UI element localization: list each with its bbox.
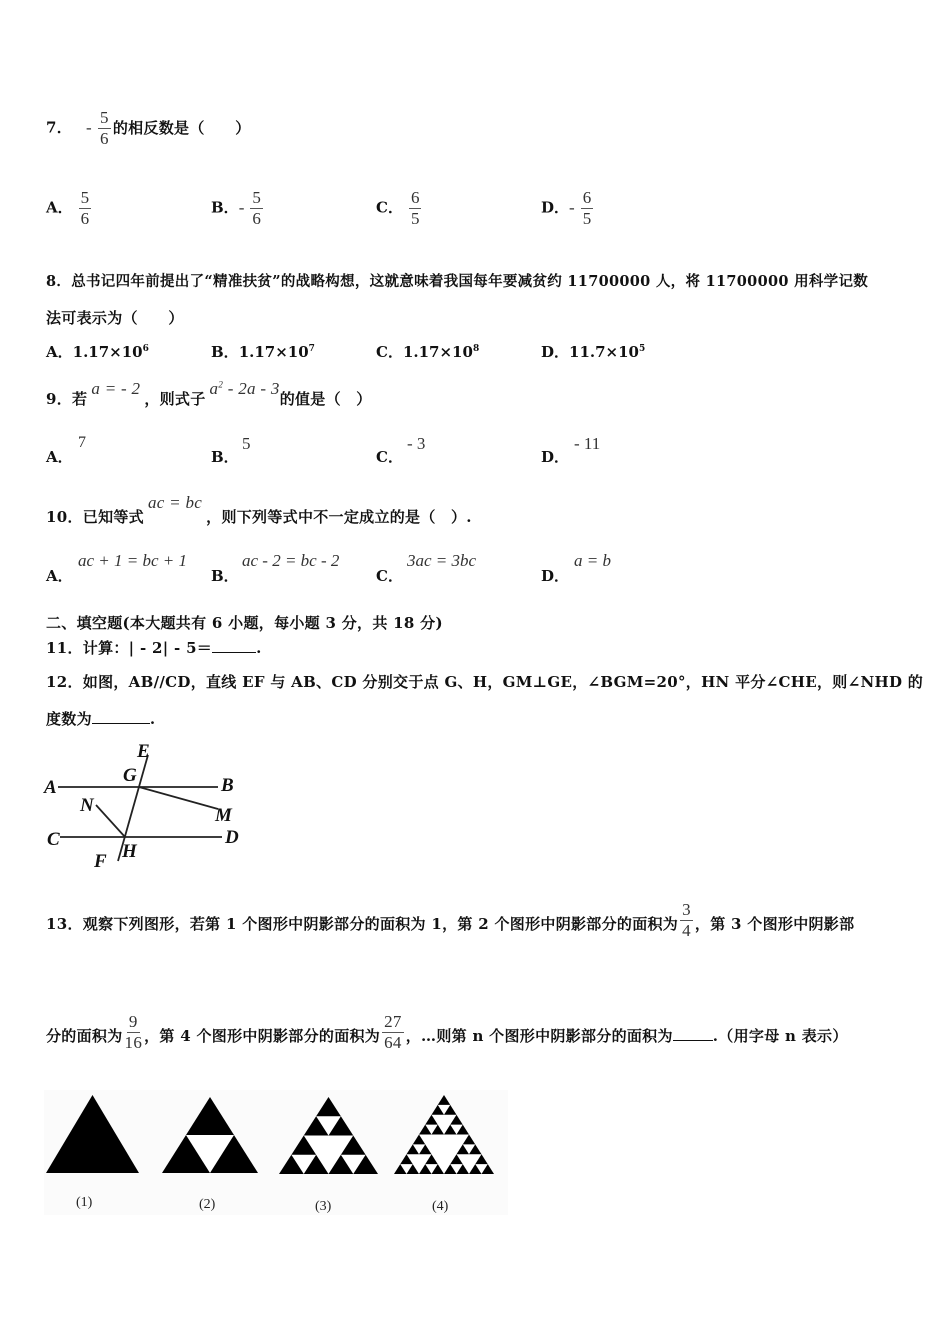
q10-option-d[interactable] xyxy=(541,565,569,586)
option-label: A． xyxy=(46,567,73,585)
q10-option-a[interactable] xyxy=(46,565,73,586)
q10-suffix: ，则下列等式中不一定成立的是（ ）. xyxy=(206,508,472,526)
q7-option-b[interactable] xyxy=(211,188,263,229)
q7-option-c[interactable] xyxy=(376,188,421,229)
q13-line-2 xyxy=(46,1012,848,1053)
option-base: 1.17×10 xyxy=(402,343,473,361)
label-d: D xyxy=(225,827,239,848)
q8-line-1: 8．总书记四年前提出了“精准扶贫”的战略构想，这就意味着我国每年要减贫约 11700000 人，将 11700000 用科学记数 xyxy=(46,273,869,290)
q9-option-d[interactable] xyxy=(541,446,569,467)
q7-option-d[interactable] xyxy=(541,188,593,229)
label-e: E xyxy=(137,741,150,762)
q9-option-a[interactable] xyxy=(46,446,73,467)
option-exponent: 6 xyxy=(142,344,149,354)
option-label: A． xyxy=(46,198,73,217)
option-exponent: 8 xyxy=(472,344,480,354)
option-den: 6 xyxy=(252,209,261,228)
q12-line-1: 12．如图，AB//CD，直线 EF 与 AB、CD 分别交于点 G、H，GM⊥GE，∠BGM=20°，HN 平分∠CHE，则∠NHD 的 xyxy=(46,673,924,691)
q8-option-a[interactable] xyxy=(46,341,149,362)
option-label: D． xyxy=(541,343,570,361)
option-num: 5 xyxy=(80,188,90,207)
option-label: D． xyxy=(541,567,570,585)
q13-fraction-1 xyxy=(680,900,693,941)
caption-2: (2) xyxy=(199,1197,216,1212)
q7-frac-den: 6 xyxy=(100,129,109,148)
q7-fraction xyxy=(98,108,111,149)
label-n: N xyxy=(80,795,94,816)
q11-text: 11．计算：| - 2| - 5＝ xyxy=(46,639,213,657)
option-label: B． xyxy=(211,343,239,361)
q10-prefix: 10．已知等式 xyxy=(46,508,144,526)
q7-number: 7． xyxy=(46,118,73,137)
q9-prefix: 9．若 xyxy=(46,390,88,408)
option-den: 6 xyxy=(80,209,90,228)
q13-fraction-2 xyxy=(125,1012,143,1053)
q11-end: . xyxy=(256,639,262,657)
q7-minus-sign: - xyxy=(86,117,93,137)
q9-expr-exponent: 2 xyxy=(218,379,224,390)
option-label: B． xyxy=(211,198,239,217)
q9-option-d-value: - 11 xyxy=(574,434,601,453)
option-den: 5 xyxy=(582,209,592,228)
option-label: D． xyxy=(541,198,570,217)
label-b: B xyxy=(221,775,234,796)
q12-answer-blank[interactable] xyxy=(92,709,150,724)
q10-stem xyxy=(46,492,472,526)
label-f: F xyxy=(94,851,107,872)
q7-frac-num: 5 xyxy=(100,108,109,127)
option-base: 11.7×10 xyxy=(569,343,639,361)
option-num: 6 xyxy=(582,188,592,207)
option-base: 1.17×10 xyxy=(238,343,309,361)
q7-option-a[interactable] xyxy=(46,188,91,229)
q8-option-d[interactable] xyxy=(541,341,645,362)
option-label: C． xyxy=(376,567,403,585)
q7-text: 的相反数是（ ） xyxy=(112,118,251,137)
q11-answer-blank[interactable] xyxy=(212,638,256,653)
ray-hn xyxy=(96,805,125,837)
ray-gm xyxy=(139,787,218,809)
q13-figure xyxy=(44,1090,508,1215)
option-exponent: 7 xyxy=(308,344,315,354)
q12-text: 度数为 xyxy=(46,710,92,728)
option-fraction xyxy=(409,188,422,229)
option-label: A． xyxy=(46,343,73,361)
q10-option-d-value: a = b xyxy=(574,551,611,570)
q12-line-2 xyxy=(46,708,155,729)
frac-den: 64 xyxy=(384,1033,402,1052)
frac-num: 27 xyxy=(384,1012,402,1031)
option-label: B． xyxy=(211,448,239,466)
q12-figure xyxy=(40,735,250,875)
caption-4: (4) xyxy=(432,1199,449,1214)
label-c: C xyxy=(47,829,60,850)
q9-option-c[interactable] xyxy=(376,446,403,467)
frac-num: 3 xyxy=(682,900,691,919)
option-fraction xyxy=(250,188,263,229)
option-num: 5 xyxy=(252,188,261,207)
q13-text-2d: .（用字母 n 表示） xyxy=(712,1026,848,1045)
option-exponent: 5 xyxy=(639,344,646,354)
q9-expr-rest: - 2a - 3 xyxy=(223,379,280,398)
q9-condition: a = - 2 xyxy=(91,379,141,398)
q13-fraction-3 xyxy=(382,1012,404,1053)
caption-3: (3) xyxy=(315,1199,332,1214)
q9-mid: ，则式子 xyxy=(144,390,206,408)
caption-1: (1) xyxy=(76,1195,93,1210)
q7-stem xyxy=(46,108,251,149)
option-num: 6 xyxy=(410,188,420,207)
label-g: G xyxy=(123,765,137,786)
option-fraction xyxy=(79,188,92,229)
q13-line-1 xyxy=(46,900,854,941)
q9-stem xyxy=(46,378,372,408)
q9-option-c-value: - 3 xyxy=(407,434,426,453)
q9-suffix: 的值是（ ） xyxy=(279,390,372,408)
q9-option-a-value: 7 xyxy=(78,434,86,451)
q13-text-2c: ，…则第 n 个图形中阴影部分的面积为 xyxy=(405,1026,673,1045)
q11-stem xyxy=(46,637,262,658)
section-heading: 二、填空题(本大题共有 6 小题，每小题 3 分，共 18 分) xyxy=(46,614,443,632)
q9-expr-var: a xyxy=(209,379,219,398)
q12-end: . xyxy=(149,710,156,728)
q13-answer-blank[interactable] xyxy=(673,1026,713,1041)
option-sign: - xyxy=(569,197,575,217)
q10-option-c-value: 3ac = 3bc xyxy=(407,551,477,570)
option-base: 1.17×10 xyxy=(72,343,143,361)
option-label: D． xyxy=(541,448,570,466)
q9-expression xyxy=(210,379,280,398)
option-fraction xyxy=(581,188,594,229)
label-m: M xyxy=(215,805,232,826)
frac-den: 4 xyxy=(682,921,691,940)
q8-option-c[interactable] xyxy=(376,341,479,362)
q10-equation: ac = bc xyxy=(147,493,203,512)
option-den: 5 xyxy=(410,209,420,228)
q13-text-1a: 13．观察下列图形，若第 1 个图形中阴影部分的面积为 1，第 2 个图形中阴影部分的面积为 xyxy=(46,914,679,933)
q13-text-2a: 分的面积为 xyxy=(46,1026,123,1045)
option-sign: - xyxy=(238,197,245,217)
q10-option-a-value: ac + 1 = bc + 1 xyxy=(78,551,188,570)
q10-option-b[interactable] xyxy=(211,565,239,586)
q10-option-b-value: ac - 2 = bc - 2 xyxy=(242,551,340,570)
frac-num: 9 xyxy=(128,1012,138,1031)
q10-option-c[interactable] xyxy=(376,565,403,586)
option-label: C． xyxy=(376,448,403,466)
label-a: A xyxy=(44,777,57,798)
q8-option-b[interactable] xyxy=(211,341,315,362)
option-label: C． xyxy=(376,343,403,361)
frac-den: 16 xyxy=(124,1033,143,1052)
q9-option-b[interactable] xyxy=(211,446,239,467)
option-label: C． xyxy=(376,198,403,217)
option-label: B． xyxy=(211,567,239,585)
label-h: H xyxy=(122,841,137,862)
q9-option-b-value: 5 xyxy=(242,434,251,453)
q13-text-1b: ，第 3 个图形中阴影部 xyxy=(694,914,855,933)
option-label: A． xyxy=(46,448,73,466)
q13-text-2b: ，第 4 个图形中阴影部分的面积为 xyxy=(144,1026,381,1045)
q8-line-2: 法可表示为（ ） xyxy=(46,309,184,327)
